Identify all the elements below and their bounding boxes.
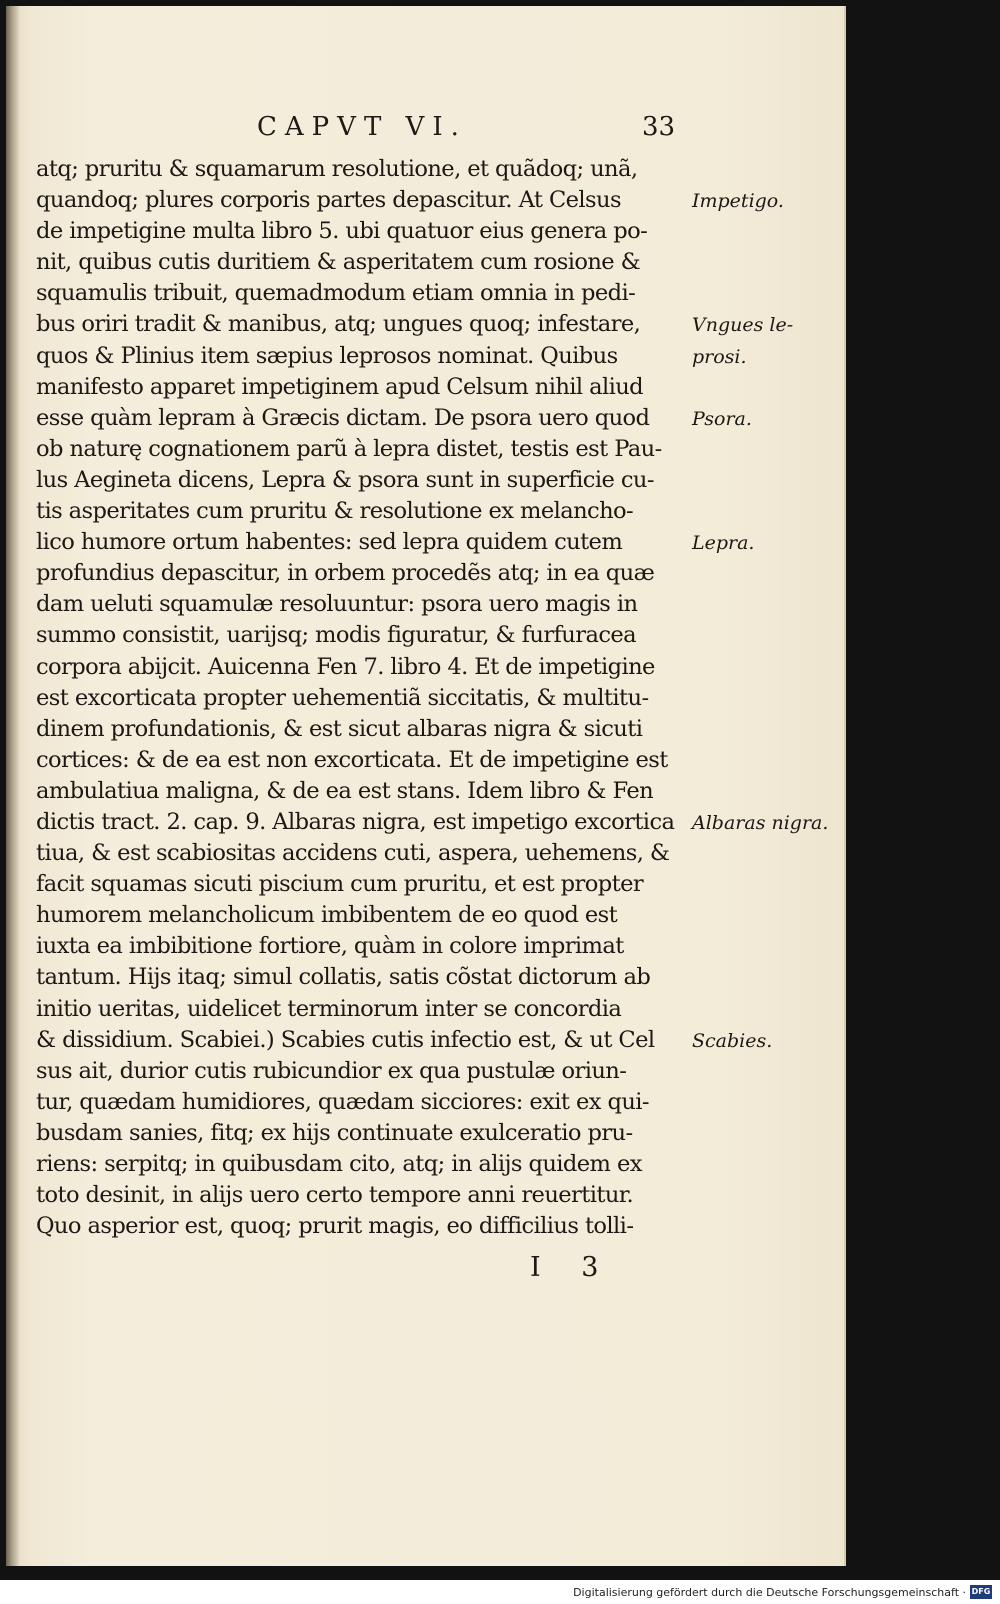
margin-note-scabies: Scabies. bbox=[692, 1030, 773, 1052]
margin-note-psora: Psora. bbox=[692, 408, 752, 430]
text-line: nit, quibus cutis duritiem & asperitatem cum rosione & bbox=[36, 249, 641, 276]
text-line: bus oriri tradit & manibus, atq; ungues quoq; infestare, bbox=[36, 311, 641, 338]
text-line: initio ueritas, uidelicet terminorum inter se concordia bbox=[36, 995, 622, 1022]
text-line: squamulis tribuit, quemadmodum etiam omnia in pedi- bbox=[36, 280, 636, 307]
signature-mark: I 3 bbox=[530, 1252, 615, 1283]
text-line: quos & Plinius item sæpius leprosos nominat. Quibus bbox=[36, 342, 618, 369]
text-line: iuxta ea imbibitione fortiore, quàm in colore imprimat bbox=[36, 933, 624, 960]
text-line: profundius depascitur, in orbem procedẽs atq; in ea quæ bbox=[36, 560, 655, 587]
margin-note-lepra: Lepra. bbox=[692, 532, 755, 554]
text-line: toto desinit, in alijs uero certo tempore anni reuertitur. bbox=[36, 1182, 634, 1209]
footer-credit-text: Digitalisierung gefördert durch die Deutsche Forschungsgemeinschaft · bbox=[573, 1585, 966, 1599]
page-gutter bbox=[6, 6, 20, 1566]
text-line: tur, quædam humidiores, quædam sicciores: exit ex qui- bbox=[36, 1088, 649, 1115]
text-line: esse quàm lepram à Græcis dictam. De psora uero quod bbox=[36, 404, 650, 431]
running-title: CAPVT VI. bbox=[257, 112, 467, 142]
text-line: sus ait, durior cutis rubicundior ex qua pustulæ oriun- bbox=[36, 1057, 627, 1084]
text-line: summo consistit, uarijsq; modis figuratur, & furfuracea bbox=[36, 622, 637, 649]
text-line: & dissidium. Scabiei.) Scabies cutis infectio est, & ut Cel bbox=[36, 1026, 655, 1053]
margin-note-impetigo: Impetigo. bbox=[692, 190, 784, 212]
text-line: ob naturę cognationem parũ à lepra distet, testis est Pau- bbox=[36, 435, 662, 462]
text-line: lico humore ortum habentes: sed lepra quidem cutem bbox=[36, 529, 623, 556]
margin-note-albaras-nigra: Albaras nigra. bbox=[692, 812, 829, 834]
text-line: quandoq; plures corporis partes depascitur. At Celsus bbox=[36, 187, 621, 214]
text-line: de impetigine multa libro 5. ubi quatuor eius genera po- bbox=[36, 218, 648, 245]
text-line: atq; pruritu & squamarum resolutione, et quãdoq; unã, bbox=[36, 156, 638, 182]
margin-note-prosi: prosi. bbox=[692, 346, 747, 368]
text-line: ambulatiua maligna, & de ea est stans. Idem libro & Fen bbox=[36, 777, 654, 804]
text-line: humorem melancholicum imbibentem de eo quod est bbox=[36, 902, 618, 929]
text-line: facit squamas sicuti piscium cum pruritu, et est propter bbox=[36, 871, 644, 898]
text-line: cortices: & de ea est non excorticata. Et de impetigine est bbox=[36, 746, 668, 773]
text-line: dam ueluti squamulæ resoluuntur: psora uero magis in bbox=[36, 591, 638, 618]
footer-credit bbox=[573, 1583, 992, 1601]
text-line: manifesto apparet impetiginem apud Celsum nihil aliud bbox=[36, 373, 644, 400]
folio-number: 33 bbox=[642, 112, 676, 142]
text-line: est excorticata propter uehementiã siccitatis, & multitu- bbox=[36, 684, 649, 711]
text-line: dictis tract. 2. cap. 9. Albaras nigra, est impetigo excortica bbox=[36, 808, 675, 835]
text-line: tantum. Hijs itaq; simul collatis, satis cõstat dictorum ab bbox=[36, 964, 651, 991]
text-line: tiua, & est scabiositas accidens cuti, aspera, uehemens, & bbox=[36, 840, 670, 867]
text-line: dinem profundationis, & est sicut albaras nigra & sicuti bbox=[36, 715, 643, 742]
body-text bbox=[36, 154, 686, 1242]
text-line: riens: serpitq; in quibusdam cito, atq; in alijs quidem ex bbox=[36, 1151, 642, 1177]
text-line: Quo asperior est, quoq; prurit magis, eo difficilius tolli- bbox=[36, 1213, 634, 1240]
text-line: corpora abijcit. Auicenna Fen 7. libro 4. Et de impetigine bbox=[36, 653, 655, 680]
dfg-logo: DFG bbox=[970, 1585, 992, 1599]
text-line: lus Aegineta dicens, Lepra & psora sunt in superficie cu- bbox=[36, 466, 654, 493]
text-line: busdam sanies, fitq; ex hijs continuate exulceratio pru- bbox=[36, 1119, 633, 1146]
text-line: tis asperitates cum pruritu & resolutione ex melancho- bbox=[36, 498, 634, 525]
margin-note-vngues: Vngues le- bbox=[692, 314, 794, 336]
